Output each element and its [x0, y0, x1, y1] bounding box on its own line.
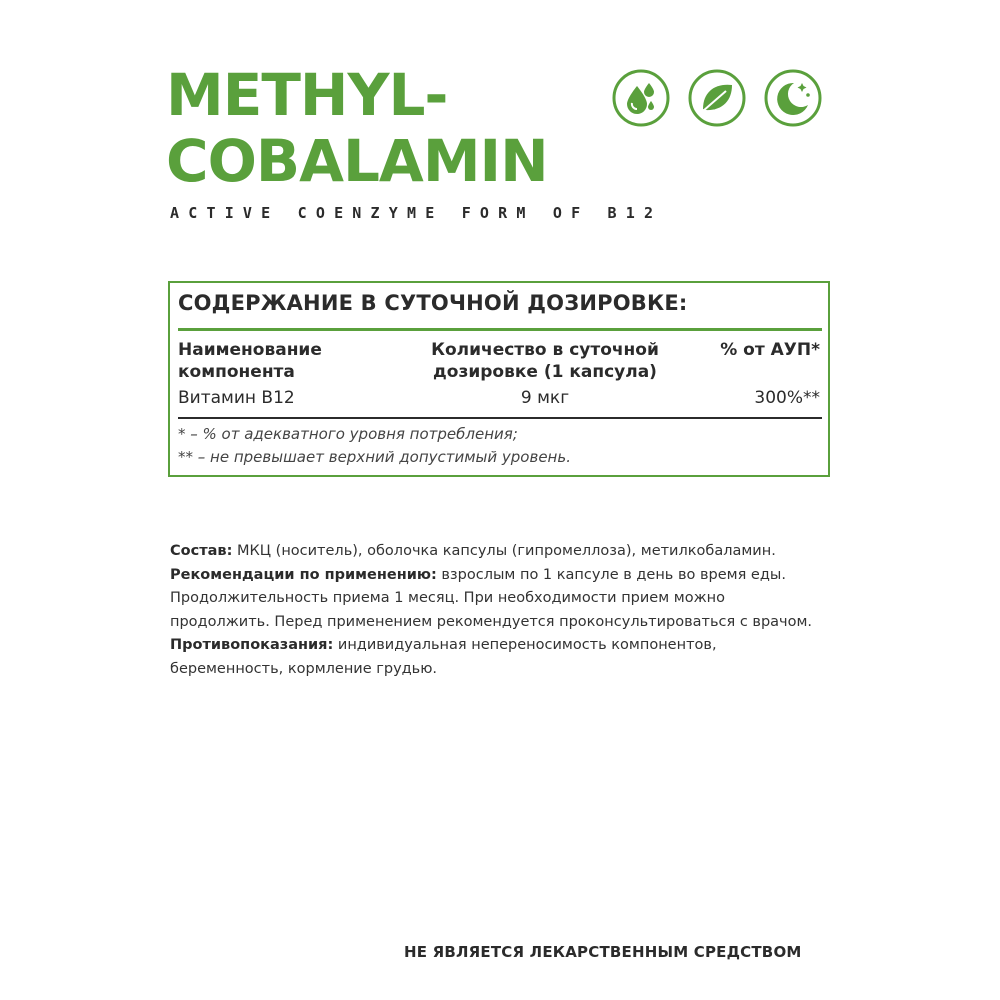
- cell-component-name: Витамин B12: [178, 388, 295, 408]
- usage-text: взрослым по 1 капсуле в день во время еды. Продолжительность приема 1 месяц. При необходимости прием можно продолжить. Перед применением рекомендуется проконсультироваться с врачом.: [170, 566, 813, 630]
- usage-label: Рекомендации по применению:: [170, 566, 437, 583]
- disclaimer: НЕ ЯВЛЯЕТСЯ ЛЕКАРСТВЕННЫМ СРЕДСТВОМ: [404, 943, 802, 961]
- moon-stars-icon: [764, 69, 822, 127]
- usage-paragraph: [170, 564, 820, 635]
- table-footnote-divider: [178, 417, 822, 419]
- table-heading: СОДЕРЖАНИЕ В СУТОЧНОЙ ДОЗИРОВКЕ:: [178, 291, 688, 315]
- composition-text: МКЦ (носитель), оболочка капсулы (гипромеллоза), метилкобаламин.: [232, 543, 776, 559]
- product-title-line1: METHYL-: [166, 61, 448, 129]
- column-header-name: Наименование компонента: [178, 340, 322, 382]
- cell-component-quantity: 9 мкг: [520, 388, 570, 408]
- feature-icons: [612, 69, 822, 127]
- footnote-1: * – % от адекватного уровня потребления;: [178, 425, 518, 443]
- footnote-2: ** – не превышает верхний допустимый уровень.: [178, 448, 571, 466]
- table-header-divider: [178, 328, 822, 331]
- composition-paragraph: [170, 540, 820, 564]
- product-title-line2: COBALAMIN: [166, 127, 548, 195]
- column-header-quantity: Количество в суточной дозировке (1 капсула): [431, 340, 659, 382]
- dosage-table: [168, 281, 830, 477]
- cell-component-percent: 300%**: [754, 388, 820, 408]
- product-description: [170, 540, 820, 681]
- contraindications-text: индивидуальная непереносимость компонентов, беременность, кормление грудью.: [170, 637, 717, 677]
- column-header-percent: % от АУП*: [720, 340, 820, 360]
- contraindications-label: Противопоказания:: [170, 637, 334, 653]
- composition-label: Состав:: [170, 543, 233, 559]
- leaf-icon: [688, 69, 746, 127]
- product-title: [166, 62, 548, 194]
- contraindications-paragraph: [170, 634, 820, 681]
- water-drops-icon: [612, 69, 670, 127]
- product-subtitle: ACTIVE COENZYME FORM OF B12: [170, 204, 663, 222]
